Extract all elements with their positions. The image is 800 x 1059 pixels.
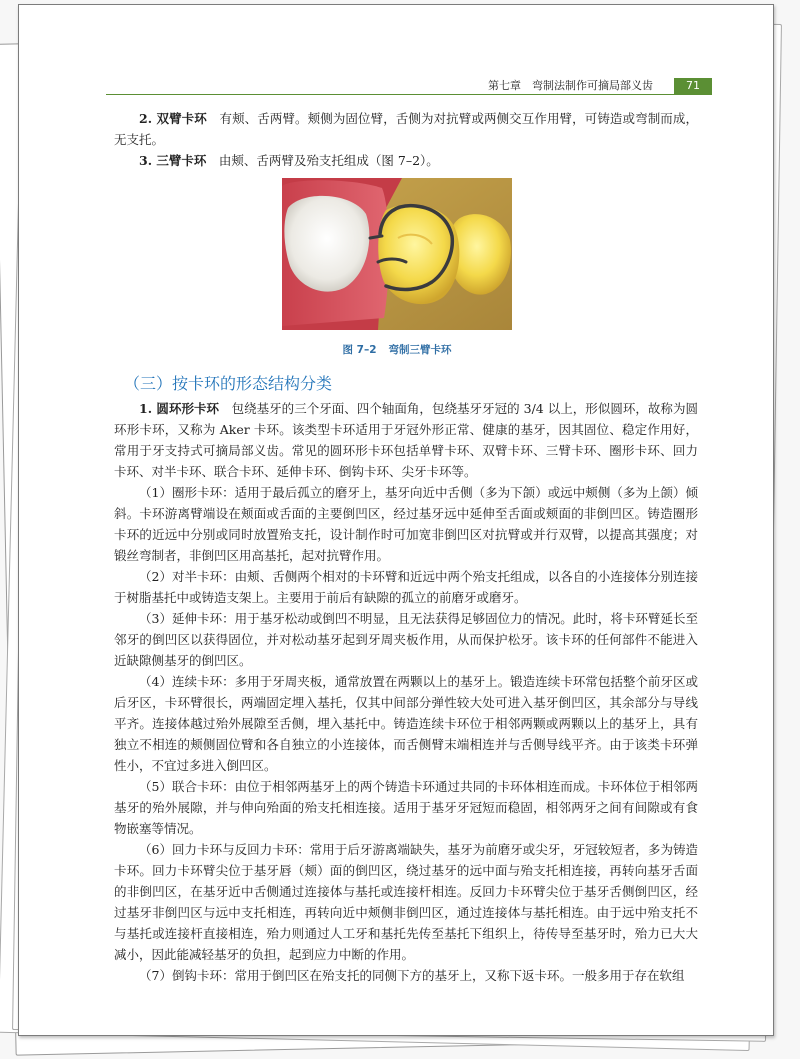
dental-model-illustration (282, 178, 512, 330)
paragraph-text: 包绕基牙的三个牙面、四个轴面角，包绕基牙牙冠的 3/4 以上，形似圆环，故称为圆环形卡环，又称为 Aker 卡环。该类型卡环适用于牙冠外形正常、健康的基牙，因其固位、稳定作用好，常用于牙支持式可摘局部义齿。常见的圆环形卡环包括单臂卡环、双臂卡环、三臂卡环、圈形卡环、回力卡环、对半卡环、联合卡环、延伸卡环、倒钩卡环、尖牙卡环等。 (114, 401, 698, 479)
section-heading: （三）按卡环的形态结构分类 (124, 374, 333, 393)
figure-number: 图 7–2 (342, 344, 377, 356)
figure-caption (284, 342, 510, 357)
paragraph-half-and-half-clasp: （2）对半卡环：由颊、舌侧两个相对的卡环臂和近远中两个殆支托组成，以各自的小连接体分别连接于树脂基托中或铸造支架上。主要用于前后有缺隙的孤立的前磨牙或磨牙。 (114, 569, 698, 605)
figure-title: 弯制三臂卡环 (388, 344, 452, 356)
paragraph-combination-clasp: （5）联合卡环：由位于相邻两基牙上的两个铸造卡环通过共同的卡环体相连而成。卡环体位于相邻两基牙的殆外展隙，并与伸向殆面的殆支托相连接。适用于基牙牙冠短而稳固，相邻两牙之间有间隙或有食物嵌塞等情况。 (114, 779, 698, 836)
paragraph-reverse-hook-clasp: （7）倒钩卡环：常用于倒凹区在殆支托的同侧下方的基牙上，又称下返卡环。一般多用于存在软组 (139, 968, 685, 983)
clasp-connector (370, 236, 382, 238)
body-text (114, 398, 698, 986)
paragraph-extended-clasp: （3）延伸卡环：用于基牙松动或倒凹不明显，且无法获得足够固位力的情况。此时，将卡环臂延长至邻牙的倒凹区以获得固位，并对松动基牙起到牙周夹板作用，从而保护松牙。该卡环的任何部件不能进入近缺隙侧基牙的倒凹区。 (114, 611, 698, 668)
term-double-arm-clasp: 2. 双臂卡环 (139, 111, 207, 126)
paragraph-circumferential-clasp (114, 398, 698, 482)
chapter-title: 第七章 弯制法制作可摘局部义齿 (488, 79, 653, 92)
running-header (488, 78, 712, 94)
paragraph-ring-clasp: （1）圈形卡环：适用于最后孤立的磨牙上，基牙向近中舌侧（多为下颌）或远中颊侧（多为上颌）倾斜。卡环游离臂端设在颊面或舌面的主要倒凹区，经过基牙远中延伸至舌面或颊面的非倒凹区。铸造圈形卡环的近远中分别或同时放置殆支托，设计制作时可加宽非倒凹区对抗臂或并行双臂，以提高其强度；对锻丝弯制者，非倒凹区用高基托，起对抗臂作用。 (114, 485, 698, 563)
paragraph-text: 有颊、舌两臂。颊侧为固位臂，舌侧为对抗臂或两侧交互作用臂，可铸造或弯制而成，无支托。 (114, 111, 698, 147)
paragraph-continuous-clasp: （4）连续卡环：多用于牙周夹板，通常放置在两颗以上的基牙上。锻造连续卡环常包括整个前牙区或后牙区，卡环臂很长，两端固定埋入基托，仅其中间部分弹性较大处可进入基牙倒凹区，其余部分与导线平齐。连接体越过殆外展隙至舌侧，埋入基托中。铸造连续卡环位于相邻两颗或两颗以上的基牙上，具有独立不相连的颊侧固位臂和各自独立的小连接体，而舌侧臂末端相连并与舌侧导线平齐。由于该类卡环弹性小，不宜过多进入倒凹区。 (114, 674, 698, 773)
three-arm-clasp-photo (282, 178, 512, 330)
paragraph-back-action-clasp: （6）回力卡环与反回力卡环：常用于后牙游离端缺失，基牙为前磨牙或尖牙，牙冠较短者，多为铸造卡环。回力卡环臂尖位于基牙唇（颊）面的倒凹区，绕过基牙的远中面与殆支托相连接，再转向基牙舌面的非倒凹区，在基牙近中舌侧通过连接体与基托或连接杆相连。反回力卡环臂尖位于基牙舌侧倒凹区，经过基牙非倒凹区与远中支托相连，再转向近中颊侧非倒凹区，通过连接体与基托相连。由于远中殆支托不与基托或连接杆直接相连，殆力则通过人工牙和基托先传至基托下组织上，待传导至基牙时，殆力已大大减小，因此能减轻基牙的负担，起到应力中断的作用。 (114, 842, 698, 962)
term-circumferential-clasp: 1. 圆环形卡环 (139, 401, 220, 416)
term-three-arm-clasp: 3. 三臂卡环 (139, 153, 207, 168)
header-rule (106, 94, 712, 95)
page-number: 71 (674, 78, 712, 94)
paragraph-double-arm-clasp (114, 108, 698, 150)
intro-text (114, 108, 698, 171)
paragraph-text: 由颊、舌两臂及殆支托组成（图 7–2）。 (218, 153, 439, 168)
paragraph-three-arm-clasp (114, 150, 698, 171)
